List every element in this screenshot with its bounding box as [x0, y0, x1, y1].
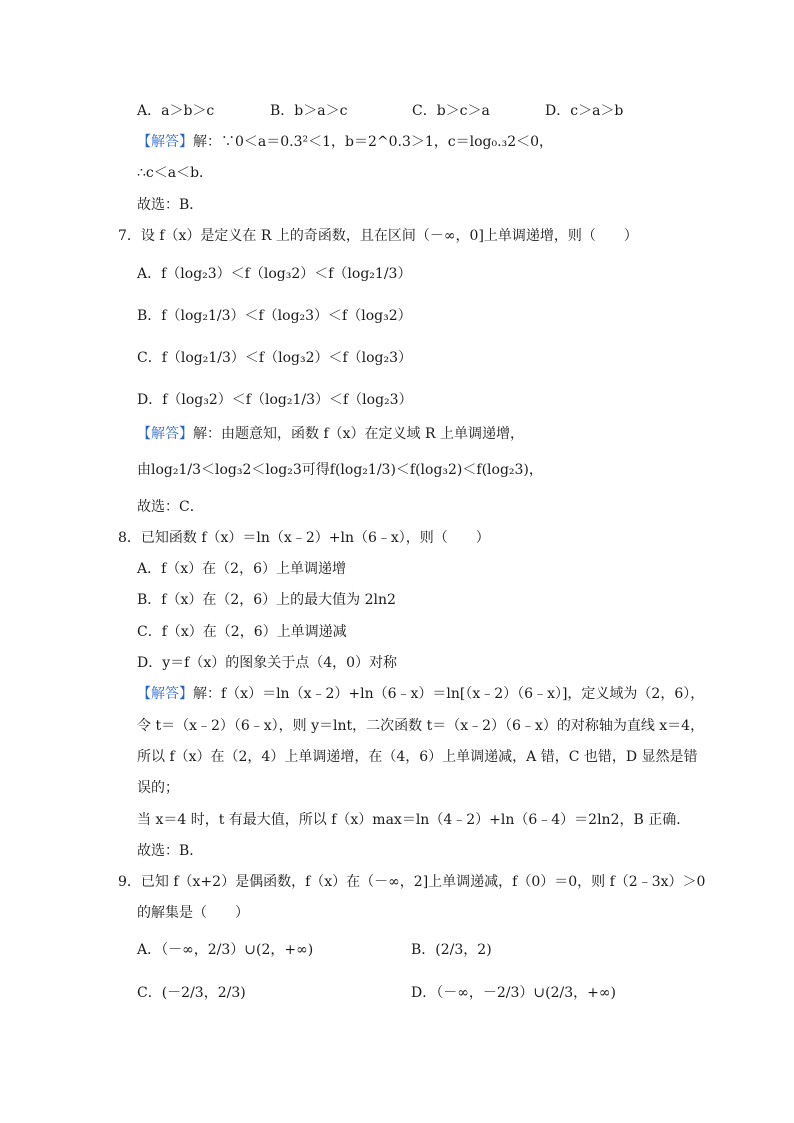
- q8-solution-line-5: 当 x＝4 时，t 有最大值，所以 f（x）max＝ln（4﹣2）+ln（6﹣4）＝2ln2，B 正确．: [137, 812, 691, 828]
- solution-tag: 【解答】: [137, 686, 193, 702]
- q7-option-c: C．f（log₂1/3）＜f（log₃2）＜f（log₂3）: [137, 350, 413, 366]
- q7-option-d: D．f（log₃2）＜f（log₂1/3）＜f（log₂3）: [137, 392, 413, 408]
- solution-tag: 【解答】: [137, 134, 193, 150]
- q7-stem: 7．设 f（x）是定义在 R 上的奇函数，且在区间（－∞，0]上单调递增，则（ ）: [118, 228, 638, 244]
- q8-stem: 8．已知函数 f（x）＝ln（x﹣2）+ln（6﹣x），则（ ）: [118, 530, 490, 546]
- q9-option-b: B．(2/3，2): [411, 942, 492, 958]
- q7-solution-text-1: 解：由题意知，函数 f（x）在定义域 R 上单调递增，: [193, 426, 524, 442]
- q8-answer: 故选：B．: [137, 843, 204, 859]
- q6-solution-line-2: ∴c＜a＜b．: [137, 165, 214, 181]
- q9-option-d: D．（－∞，－2/3）∪(2/3，+∞): [411, 985, 616, 1001]
- solution-tag: 【解答】: [137, 426, 193, 442]
- q9-stem-line-2: 的解集是（ ）: [137, 905, 249, 921]
- q6-answer: 故选：B．: [137, 197, 204, 213]
- q8-option-d: D．y＝f（x）的图象关于点（4，0）对称: [137, 655, 398, 671]
- q7-solution-line-2: 由log₂1/3＜log₃2＜log₂3可得f(log₂1/3)＜f(log₃2)＜f(log₂3)，: [137, 462, 543, 478]
- q7-option-a: A．f（log₂3）＜f（log₃2）＜f（log₂1/3）: [137, 266, 412, 282]
- q8-solution-line-4: 误的；: [137, 780, 179, 796]
- q8-solution-line-1: [137, 684, 704, 704]
- q9-option-a: A．（－∞，2/3）∪(2，+∞): [137, 942, 314, 958]
- q6-option-c: C．b＞c＞a: [412, 103, 490, 119]
- q6-option-d: D．c＞a＞b: [545, 103, 624, 119]
- q7-option-b: B．f（log₂1/3）＜f（log₂3）＜f（log₃2）: [137, 308, 412, 324]
- q6-solution-line-1: [137, 132, 553, 152]
- q6-option-b: B．b＞a＞c: [270, 103, 348, 119]
- q8-option-a: A．f（x）在（2，6）上单调递增: [137, 561, 347, 577]
- q8-option-b: B．f（x）在（2，6）上的最大值为 2ln2: [137, 592, 396, 608]
- q6-solution-text-1: 解：∵0＜a＝0.3²＜1，b＝2^0.3＞1，c＝log₀.₃2＜0，: [193, 134, 554, 150]
- q6-option-a: A．a＞b＞c: [137, 103, 215, 119]
- q8-solution-text-1: 解：f（x）＝ln（x﹣2）+ln（6﹣x）＝ln[（x﹣2）（6﹣x）]，定义域为（2，6），: [193, 686, 705, 702]
- q9-stem-line-1: 9．已知 f（x+2）是偶函数，f（x）在（－∞，2]上单调递减，f（0）＝0，则 f（2﹣3x）＞0: [118, 874, 706, 890]
- q8-option-c: C．f（x）在（2，6）上单调递减: [137, 624, 347, 640]
- q8-solution-line-2: 令 t＝（x﹣2）（6﹣x），则 y＝lnt，二次函数 t＝（x﹣2）（6﹣x）的对称轴为直线 x＝4，: [137, 718, 705, 734]
- q9-option-c: C．(－2/3，2/3): [137, 985, 246, 1001]
- q7-answer: 故选：C．: [137, 499, 204, 515]
- q7-solution-line-1: [137, 424, 524, 444]
- q8-solution-line-3: 所以 f（x）在（2，4）上单调递增，在（4，6）上单调递减，A 错，C 也错，D 显然是错: [137, 749, 698, 765]
